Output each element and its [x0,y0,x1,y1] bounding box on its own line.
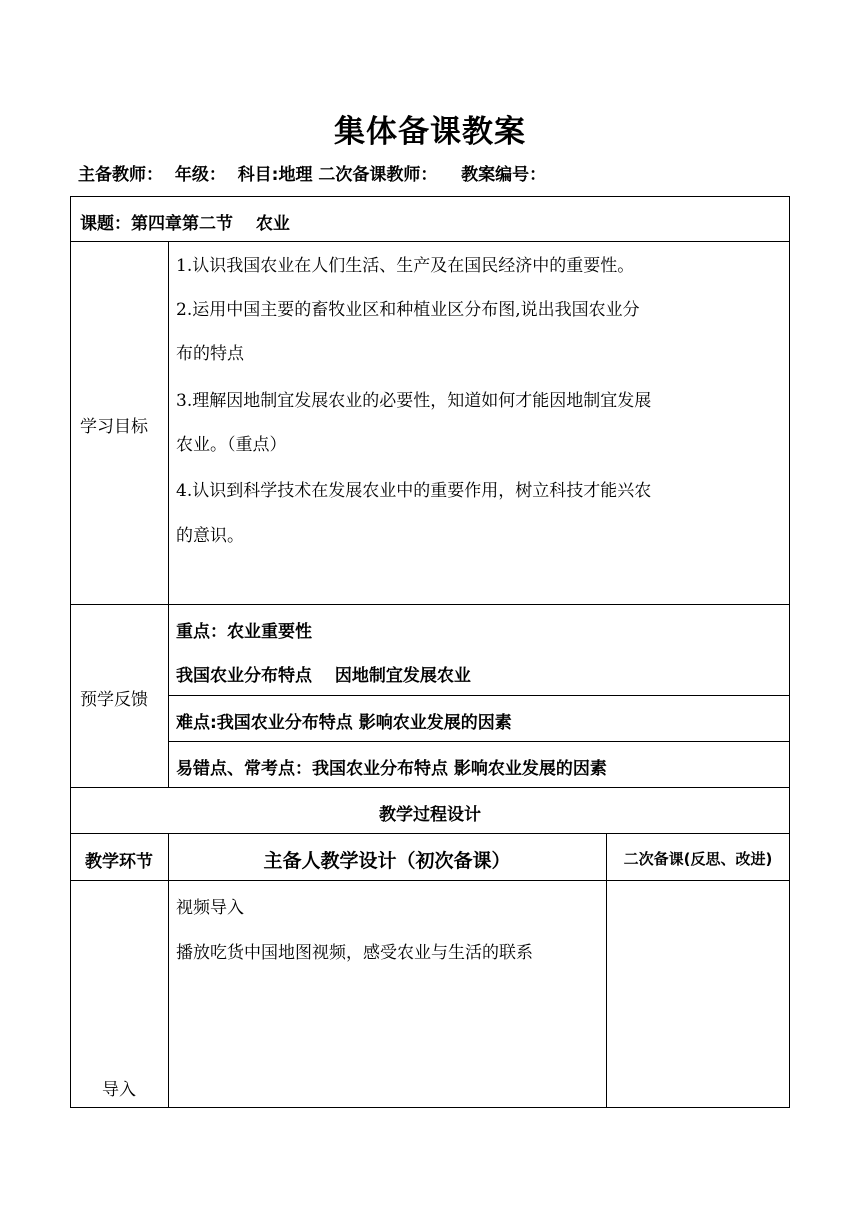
objective-line: 的意识。 [176,526,244,546]
grade-label: 年级： [174,165,226,185]
subject-label: 科目:地理 [237,165,313,185]
feedback-label: 预学反馈 [80,690,148,710]
main-teacher-label: 主备教师： [78,165,163,185]
objective-line: 1.认识我国农业在人们生活、生产及在国民经济中的重要性。 [176,256,635,276]
meta-line [78,160,546,185]
objective-line: 农业。（重点） [176,435,287,455]
page-title: 集体备课教案 [334,114,526,150]
col-stage-header: 教学环节 [85,852,153,872]
intro-line-2: 播放吃货中国地图视频，感受农业与生活的联系 [176,943,533,963]
intro-line-1: 视频导入 [176,898,244,918]
difficulties: 难点:我国农业分布特点 影响农业发展的因素 [176,713,512,733]
intro-stage: 导入 [102,1080,136,1100]
common-errors: 易错点、常考点：我国农业分布特点 影响农业发展的因素 [176,759,607,779]
objective-line: 4.认识到科学技术在发展农业中的重要作用，树立科技才能兴农 [176,481,652,501]
col-second-header: 二次备课(反思、改进) [623,850,773,868]
col-design-header: 主备人教学设计（初次备课） [263,850,511,872]
plan-number-label: 教案编号： [461,165,547,185]
lesson-topic: 课题：第四章第二节 农业 [80,214,290,234]
second-teacher-label: 二次备课教师： [318,165,438,185]
objective-line: 3.理解因地制宜发展农业的必要性，知道如何才能因地制宜发展 [176,391,652,411]
objective-line: 2.运用中国主要的畜牧业区和种植业区分布图,说出我国农业分 [176,300,640,320]
key-points-line-2: 我国农业分布特点 因地制宜发展农业 [176,666,471,686]
process-header: 教学过程设计 [379,805,481,825]
key-points-line-1: 重点：农业重要性 [176,622,312,642]
objectives-label: 学习目标 [80,417,148,437]
objective-line: 布的特点 [176,344,244,364]
